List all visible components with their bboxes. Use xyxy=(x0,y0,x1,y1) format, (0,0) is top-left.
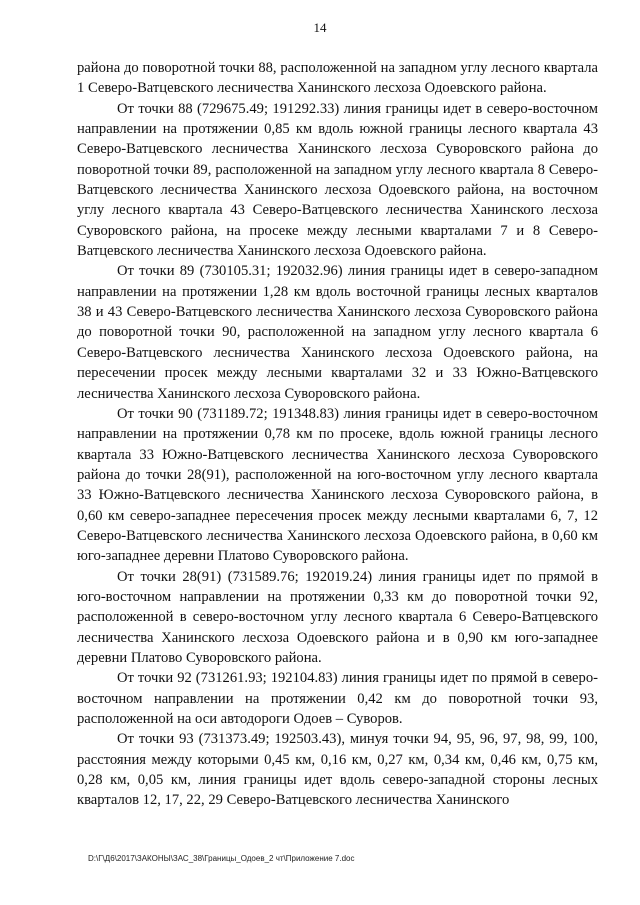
footer-file-path: D:\Г\Д6\2017\ЗАКОНЫ\ЗАС_38\Границы_Одоев_2 чт\Приложение 7.doc xyxy=(88,854,355,863)
page-number: 14 xyxy=(313,20,327,35)
paragraph-point-28-91: От точки 28(91) (731589.76; 192019.24) линия границы идет по прямой в юго-восточном направлении на протяжении 0,33 км до поворотной точки 92, расположенной в северо-восточном углу лесного квартала 6 Северо-Ватцевского лесничества Ханинского лесхоза Одоевского района и в 0,90 км юго-западнее деревни Платово Суворовского района. xyxy=(77,568,598,666)
paragraph-point-92: От точки 92 (731261.93; 192104.83) линия границы идет по прямой в северо-восточном направлении на протяжении 0,42 км до поворотной точки 93, расположенной на оси автодороги Одоев – Суворов. xyxy=(77,670,598,727)
paragraph-point-93: От точки 93 (731373.49; 192503.43), минуя точки 94, 95, 96, 97, 98, 99, 100, расстояния между которыми 0,45 км, 0,16 км, 0,27 км, 0,34 км, 0,46 км, 0,75 км, 0,28 км, 0,05 км, линия границы идет вдоль северо-западной стороны лесных кварталов 12, 17, 22, 29 Северо-Ватцевского лесничества Ханинского xyxy=(77,731,598,809)
paragraph-point-88: От точки 88 (729675.49; 191292.33) линия границы идет в северо-восточном направлении на протяжении 0,85 км вдоль южной границы лесного квартала 43 Северо-Ватцевского лесничества Ханинского лесхоза Суворовского района до поворотной точки 89, расположенной на западном углу лесного квартала 8 Северо-Ватцевского лесничества Ханинского лесхоза Одоевского района, на восточном углу лесного квартала 43 Северо-Ватцевского лесничества Ханинского лесхоза Суворовского района, на просеке между лесными кварталами 7 и 8 Северо-Ватцевского лесничества Ханинского лесхоза Одоевского района. xyxy=(77,100,598,260)
document-body xyxy=(77,58,598,811)
paragraph-point-90: От точки 90 (731189.72; 191348.83) линия границы идет в северо-восточном направлении на протяжении 0,78 км по просеке, вдоль южной границы лесного квартала 33 Южно-Ватцевского лесничества Ханинского лесхоза Суворовского района до точки 28(91), расположенной на юго-восточном углу лесного квартала 33 Южно-Ватцевского лесничества Ханинского лесхоза Суворовского района, в 0,60 км северо-западнее пересечения просек между лесными кварталами 6, 7, 12 Северо-Ватцевского лесничества Ханинского лесхоза Одоевского района, в 0,60 км юго-западнее деревни Платово Суворовского района. xyxy=(77,405,598,565)
paragraph-continuation: района до поворотной точки 88, расположенной на западном углу лесного квартала 1 Северо-Ватцевского лесничества Ханинского лесхоза Одоевского района. xyxy=(77,60,598,97)
paragraph-point-89: От точки 89 (730105.31; 192032.96) линия границы идет в северо-западном направлении на протяжении 1,28 км вдоль восточной границы лесных кварталов 38 и 43 Северо-Ватцевского лесничества Ханинского лесхоза Суворовского района до поворотной точки 90, расположенной на западном углу лесного квартала 6 Северо-Ватцевского лесничества Ханинского лесхоза Одоевского района, на пересечении просек между лесными кварталами 32 и 33 Южно-Ватцевского лесничества Ханинского лесхоза Суворовского района. xyxy=(77,263,598,402)
